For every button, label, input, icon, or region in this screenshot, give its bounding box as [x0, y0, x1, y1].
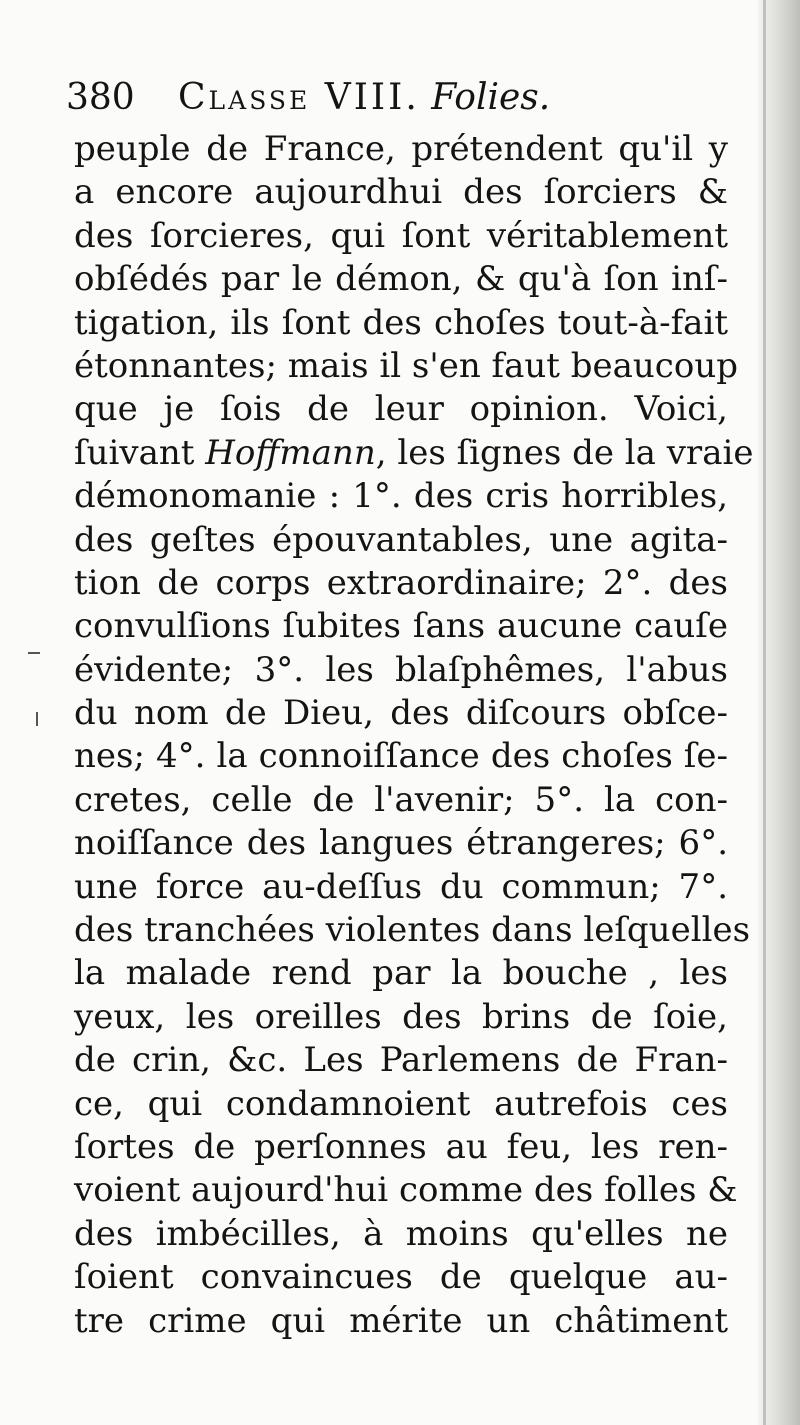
- text-line: voient aujourd'hui comme des folles &: [74, 1170, 738, 1211]
- section-title: Folies.: [431, 77, 551, 118]
- text-line: démonomanie : 1°. des cris horribles,: [74, 476, 728, 517]
- page-edge-line: [763, 0, 766, 1425]
- text-line: la malade rend par la bouche , les: [74, 953, 728, 994]
- text-line: ſortes de perſonnes au feu, les ren-: [74, 1126, 728, 1167]
- text-line: ce, qui condamnoient autrefois ces: [74, 1083, 728, 1124]
- text-fragment: , les ſignes de la vraie: [375, 432, 754, 473]
- text-line: de crin, &c. Les Parlemens de Fran-: [74, 1040, 728, 1081]
- text-line: tigation, ils ſont des choſes tout-à-fait: [74, 302, 728, 343]
- text-line: étonnantes; mais il s'en faut beaucoup: [74, 345, 738, 386]
- margin-tick: [36, 712, 38, 726]
- text-line: des ſorcieres, qui ſont véritablement: [74, 215, 728, 256]
- text-line: [74, 432, 754, 475]
- page-number: 380: [66, 77, 135, 118]
- text-line: tre crime qui mérite un châtiment: [74, 1300, 728, 1341]
- text-line: nes; 4°. la connoiſſance des choſes ſe-: [74, 736, 728, 777]
- body-text: [74, 128, 754, 1343]
- text-line: noiſſance des langues étrangeres; 6°.: [74, 823, 728, 864]
- text-line: du nom de Dieu, des diſcours obſce-: [74, 693, 728, 734]
- text-line: ſoient convaincues de quelque au-: [74, 1257, 728, 1298]
- text-line: convulſions ſubites ſans aucune cauſe: [74, 606, 728, 647]
- text-line: une force au-deſſus du commun; 7°.: [74, 866, 728, 907]
- text-line: obſédés par le démon, & qu'à ſon inſ-: [74, 259, 728, 300]
- text-line: peuple de France, prétendent qu'il y: [74, 129, 728, 169]
- text-line: des geſtes épouvantables, une agita-: [74, 519, 728, 560]
- text-line: évidente; 3°. les blaſphêmes, l'abus: [74, 649, 728, 690]
- text-line: tion de corps extraordinaire; 2°. des: [74, 562, 728, 603]
- text-line: que je ſois de leur opinion. Voici,: [74, 389, 728, 430]
- author-name: Hoffmann: [205, 432, 376, 473]
- text-line: des imbécilles, à moins qu'elles ne: [74, 1213, 728, 1254]
- text-line: a encore aujourdhui des ſorciers &: [74, 172, 728, 213]
- margin-dash: [28, 652, 40, 654]
- text-line: cretes, celle de l'avenir; 5°. la con-: [74, 779, 728, 820]
- text-line: yeux, les oreilles des brins de ſoie,: [74, 996, 728, 1037]
- text-fragment: ſuivant: [74, 432, 206, 473]
- text-line: des tranchées violentes dans leſquelles: [74, 910, 751, 951]
- class-title: Classe VIII.: [178, 77, 420, 118]
- running-header: [66, 72, 726, 124]
